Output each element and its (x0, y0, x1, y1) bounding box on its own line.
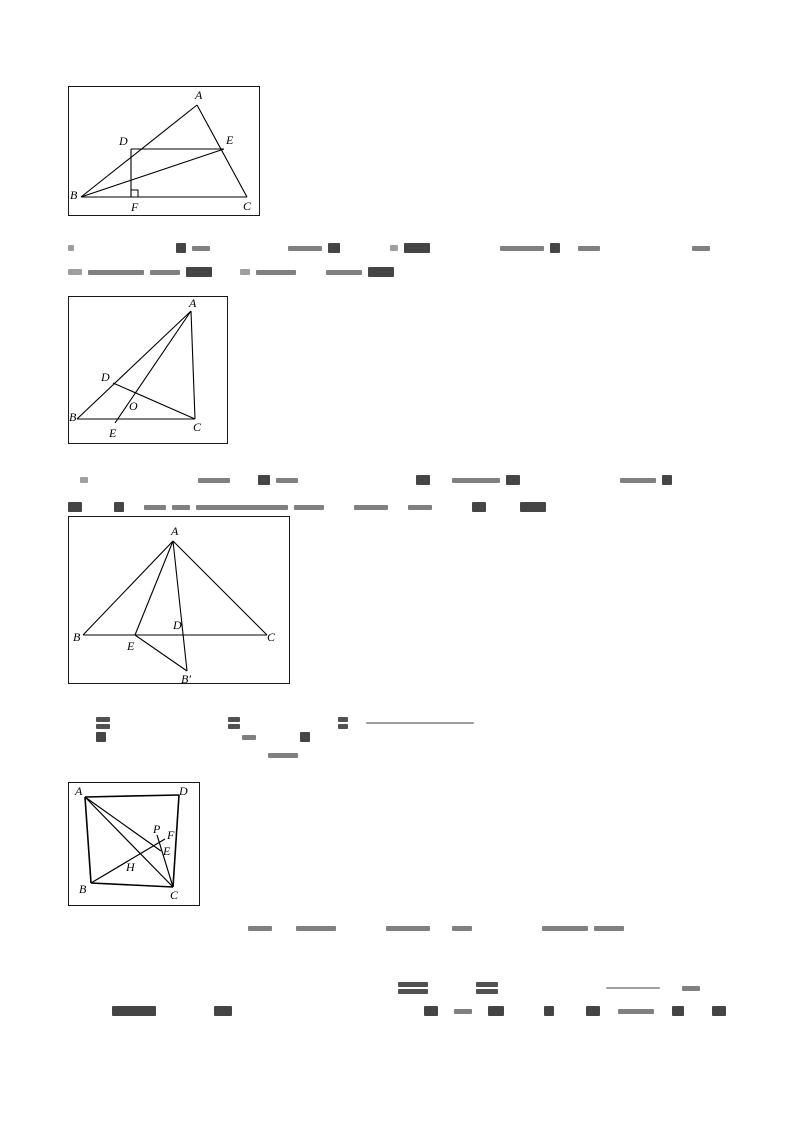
ink-mark (276, 478, 298, 483)
ink-mark (258, 475, 270, 485)
figure-4-label-E: E (163, 844, 171, 858)
text-line-2-1 (80, 472, 760, 488)
text-line-4-1 (248, 920, 668, 936)
ink-mark (172, 505, 190, 510)
figure-1-drawing (69, 87, 259, 215)
ink-mark (88, 270, 144, 275)
figure-2-label-B: B (69, 410, 77, 424)
ink-mark (294, 505, 324, 510)
ink-rule (606, 987, 660, 989)
ink-mark (186, 267, 212, 277)
ink-mark (296, 926, 336, 931)
figure-3-label-E: E (127, 639, 135, 653)
figure-2-label-E: E (109, 426, 117, 440)
figure-1-label-B: B (70, 188, 78, 202)
ink-mark (196, 505, 288, 510)
ink-mark (386, 926, 430, 931)
ink-mark (454, 1009, 472, 1014)
figure-1-triangle-abc-de-f (68, 86, 260, 216)
ink-mark (452, 926, 472, 931)
ink-mark (248, 926, 272, 931)
ink-mark (506, 475, 520, 485)
ink-mark (550, 243, 560, 253)
figure-2-triangle-abc-cevians-o (68, 296, 228, 444)
figure-3-label-D: D (173, 618, 182, 632)
ink-mark (114, 502, 124, 512)
ink-mark (520, 502, 546, 512)
ink-mark (256, 270, 296, 275)
text-line-3-2 (96, 730, 516, 744)
ink-mark (368, 267, 394, 277)
figure-4-label-C: C (170, 888, 179, 902)
ink-mark (240, 269, 250, 275)
text-line-2-2 (68, 498, 768, 516)
figure-3-label-B-prime: B′ (181, 672, 191, 683)
ink-mark (68, 502, 82, 512)
figure-1-label-C: C (243, 199, 252, 213)
ink-mark (326, 270, 362, 275)
ink-mark (620, 478, 656, 483)
ink-mark (488, 1006, 504, 1016)
figure-2-label-A: A (189, 297, 197, 310)
ink-mark (586, 1006, 600, 1016)
figure-2-label-D: D (101, 370, 110, 384)
ink-mark (214, 1006, 232, 1016)
ink-mark (672, 1006, 684, 1016)
figure-2-label-O: O (129, 399, 138, 413)
ink-mark (198, 478, 230, 483)
figure-3-drawing (69, 517, 289, 683)
ink-mark (618, 1009, 654, 1014)
text-line-1-2 (68, 264, 768, 280)
ink-mark (268, 753, 298, 758)
figure-3-label-B: B (73, 630, 81, 644)
ink-mark (68, 245, 74, 251)
ink-mark (578, 246, 600, 251)
ink-mark (150, 270, 180, 275)
ink-mark (594, 926, 624, 931)
ink-fraction (398, 982, 428, 994)
ink-mark (404, 243, 430, 253)
ink-mark (500, 246, 544, 251)
ink-fraction (338, 717, 348, 729)
figure-4-label-B: B (79, 882, 87, 896)
figure-3-label-C: C (267, 630, 276, 644)
ink-mark (452, 478, 500, 483)
ink-mark (712, 1006, 726, 1016)
figure-1-label-E: E (226, 133, 234, 147)
text-line-3-3 (268, 748, 388, 762)
figure-4-label-P: P (153, 822, 161, 836)
ink-mark (692, 246, 710, 251)
ink-mark (176, 243, 186, 253)
ink-mark (300, 732, 310, 742)
ink-mark (328, 243, 340, 253)
text-line-5-1 (398, 980, 738, 996)
ink-mark (390, 245, 398, 251)
figure-4-label-F: F (167, 828, 175, 842)
figure-2-label-C: C (193, 420, 202, 434)
ink-mark (112, 1006, 156, 1016)
ink-mark (542, 926, 588, 931)
figure-4-label-H: H (126, 860, 135, 874)
figure-3-triangle-abc-reflected-b-prime (68, 516, 290, 684)
ink-mark (354, 505, 388, 510)
figure-1-label-A: A (195, 88, 203, 102)
text-line-5-2 (112, 1002, 772, 1020)
ink-mark (472, 502, 486, 512)
ink-fraction (476, 982, 498, 994)
ink-mark (662, 475, 672, 485)
ink-mark (682, 986, 700, 991)
ink-mark (288, 246, 322, 251)
ink-mark (242, 735, 256, 740)
ink-mark (96, 732, 106, 742)
ink-mark (408, 505, 432, 510)
ink-mark (68, 269, 82, 275)
ink-mark (80, 477, 88, 483)
ink-mark (544, 1006, 554, 1016)
figure-4-square-abcd-points (68, 782, 200, 906)
ink-rule (366, 722, 474, 724)
figure-3-label-A: A (171, 524, 179, 538)
figure-4-label-A: A (75, 784, 83, 798)
figure-2-drawing (69, 297, 227, 443)
ink-mark (192, 246, 210, 251)
ink-fraction (228, 717, 240, 729)
ink-mark (144, 505, 166, 510)
figure-1-label-D: D (119, 134, 128, 148)
figure-4-drawing (69, 783, 199, 905)
figure-4-label-D: D (179, 784, 188, 798)
ink-mark (424, 1006, 438, 1016)
ink-mark (416, 475, 430, 485)
text-line-1-1 (68, 240, 768, 256)
figure-1-label-F: F (131, 200, 139, 214)
ink-fraction (96, 717, 110, 729)
